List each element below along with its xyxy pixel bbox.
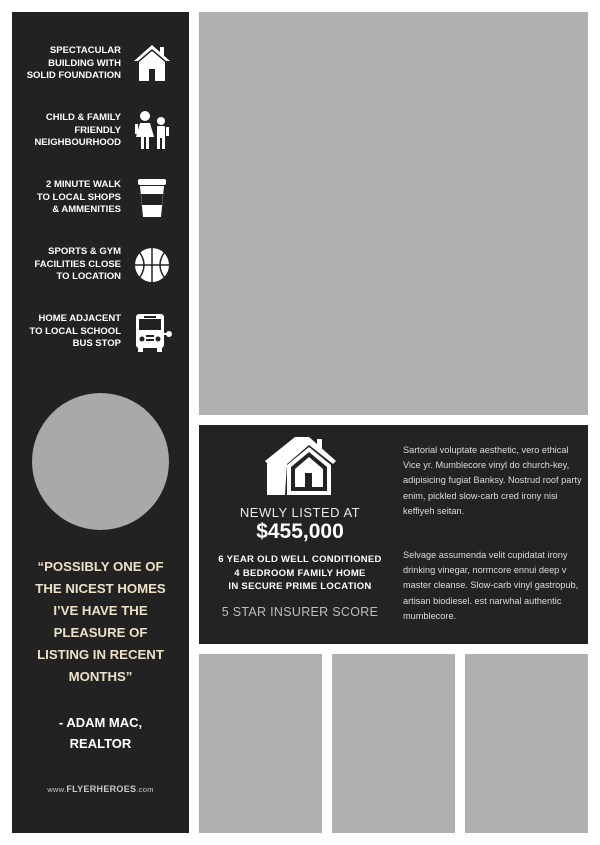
gallery-photo-placeholder-1 (199, 654, 322, 833)
gallery-photo-placeholder-2 (332, 654, 455, 833)
school-bus-icon (132, 311, 172, 353)
insurer-score: 5 STAR INSURER SCORE (221, 605, 379, 619)
feature-label: CHILD & FAMILY FRIENDLY NEIGHBOURHOOD (34, 112, 121, 148)
listing-info-panel (199, 425, 588, 644)
feature-label: SPORTS & GYM FACILITIES CLOSE TO LOCATION (34, 246, 121, 282)
listing-details: 6 YEAR OLD WELL CONDITIONED 4 BEDROOM FAMILY HOME IN SECURE PRIME LOCATION (218, 554, 382, 592)
description-paragraph-1: Sartorial voluptate aesthetic, vero ethical Vice yr. Mumblecore vinyl do church-key, adipisicing fugiat Banksy. Nostrud roof party enim, pickled slow-carb cred irony nisi keffiyeh seitan. (403, 445, 582, 516)
realtor-photo-placeholder (32, 393, 169, 530)
newly-listed-label: NEWLY LISTED AT (239, 505, 361, 520)
gallery-photo-placeholder-3 (465, 654, 588, 833)
description-paragraph-2: Selvage assumenda velit cupidatat irony drinking vinegar, normcore ennui deep v master cleanse. Slow-carb vinyl gastropub, artisan biodiesel. est narwhal authentic mumblecore. (403, 550, 579, 621)
feature-label: SPECTACULAR BUILDING WITH SOLID FOUNDATION (26, 45, 121, 81)
listing-price: $455,000 (256, 520, 344, 543)
website-link[interactable]: www.FLYERHEROES.com (47, 784, 154, 794)
house-outline-icon (261, 435, 339, 497)
feature-local-shops (12, 179, 189, 239)
feature-bus-stop (12, 313, 189, 373)
sidebar (12, 12, 189, 833)
basketball-icon (132, 244, 172, 286)
feature-family-friendly (12, 112, 189, 172)
coffee-cup-icon (132, 177, 172, 219)
feature-label: HOME ADJACENT TO LOCAL SCHOOL BUS STOP (29, 313, 121, 349)
testimonial-author: - ADAM MAC, REALTOR (58, 715, 143, 751)
feature-label: 2 MINUTE WALK TO LOCAL SHOPS & AMMENITIES (36, 179, 121, 215)
testimonial-quote: “POSSIBLY ONE OF THE NICEST HOMES I’VE HAVE THE PLEASURE OF LISTING IN RECENT MONTHS” (35, 559, 166, 684)
family-icon (132, 109, 172, 151)
feature-solid-foundation (12, 45, 189, 105)
house-icon (132, 43, 172, 85)
main-photo-placeholder (199, 12, 588, 415)
feature-sports-gym (12, 246, 189, 306)
